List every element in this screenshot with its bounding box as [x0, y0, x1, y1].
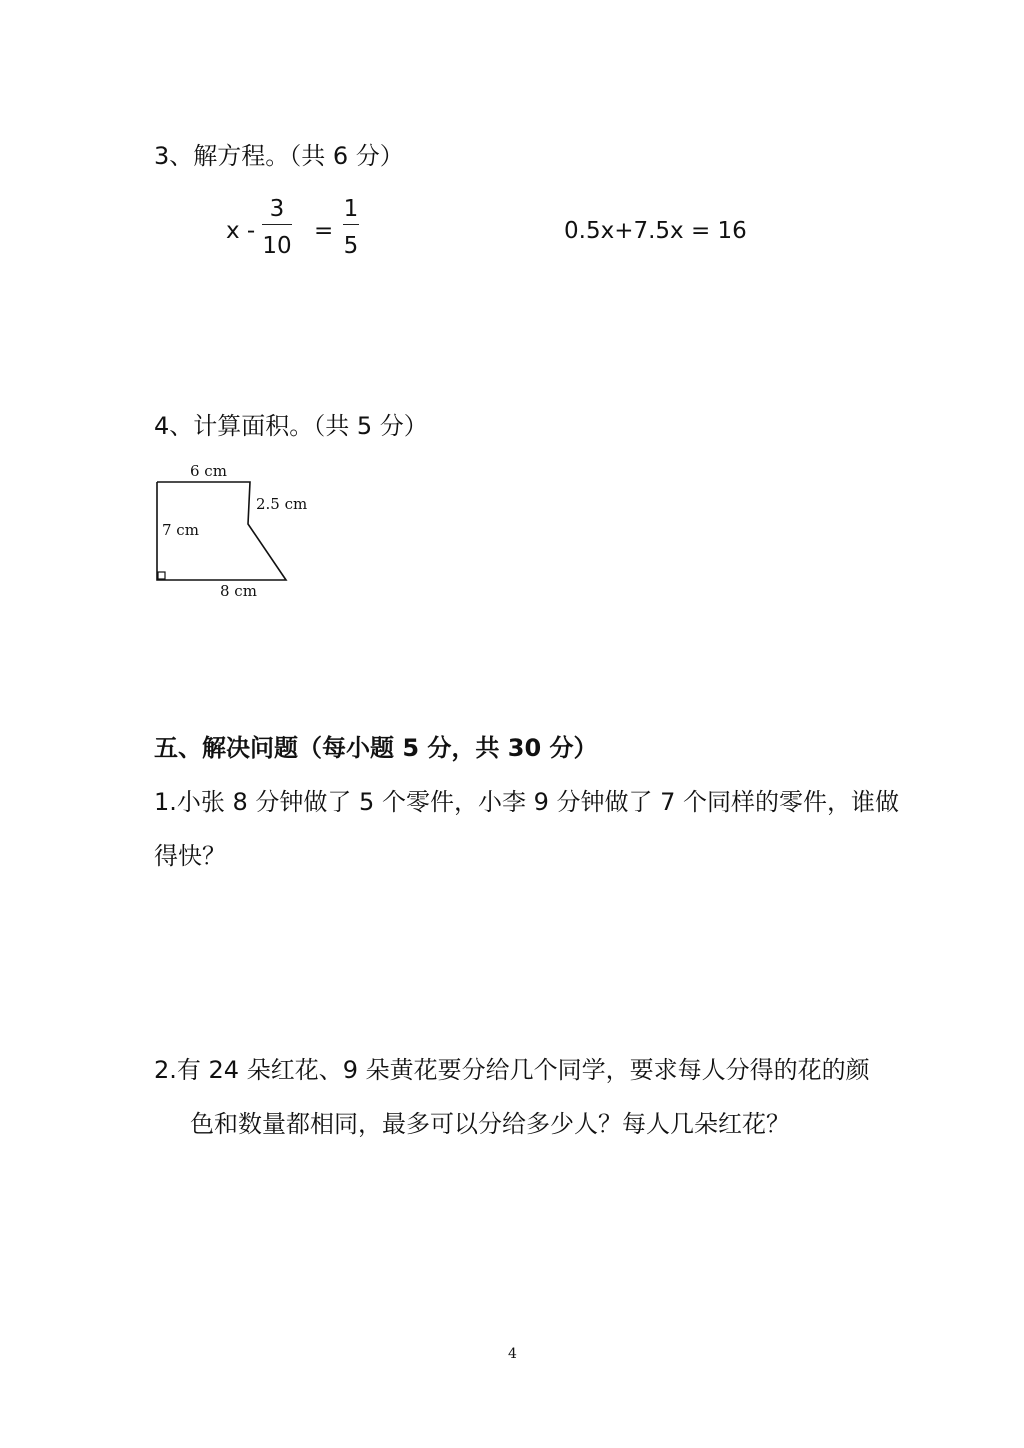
fraction-bar [343, 224, 359, 225]
fraction-3-10 [260, 196, 294, 259]
label-left: 7 cm [162, 521, 199, 539]
section-5-title: 五、解决问题（每小题 5 分，共 30 分） [154, 734, 598, 762]
eq1-lhs: x - [226, 218, 256, 244]
equation-2: 0.5x+7.5x = 16 [564, 218, 747, 244]
section-3-title: 3、解方程。（共 6 分） [154, 142, 404, 170]
problem-1-line-1: 1.小张 8 分钟做了 5 个零件，小李 9 分钟做了 7 个同样的零件，谁做 [154, 788, 900, 816]
page-number: 4 [508, 1346, 517, 1362]
problem-2-line-1: 2.有 24 朵红花、9 朵黄花要分给几个同学，要求每人分得的花的颜 [154, 1056, 870, 1084]
area-figure [152, 460, 332, 606]
label-top: 6 cm [190, 462, 227, 480]
section-4-title: 4、计算面积。（共 5 分） [154, 412, 428, 440]
fraction-numerator: 3 [269, 196, 285, 222]
problem-1-line-2: 得快？ [154, 842, 226, 870]
label-slant: 2.5 cm [256, 495, 308, 513]
fraction-bar [262, 224, 292, 225]
fraction-numerator: 1 [343, 196, 359, 222]
equation-1 [226, 196, 386, 268]
problem-2-line-2: 色和数量都相同，最多可以分给多少人？每人几朵红花？ [190, 1110, 790, 1138]
label-bottom: 8 cm [220, 582, 257, 600]
fraction-denominator: 10 [262, 233, 292, 259]
eq1-equals: = [314, 218, 334, 244]
fraction-1-5 [340, 196, 362, 259]
right-angle-mark [158, 572, 165, 579]
fraction-denominator: 5 [343, 233, 359, 259]
